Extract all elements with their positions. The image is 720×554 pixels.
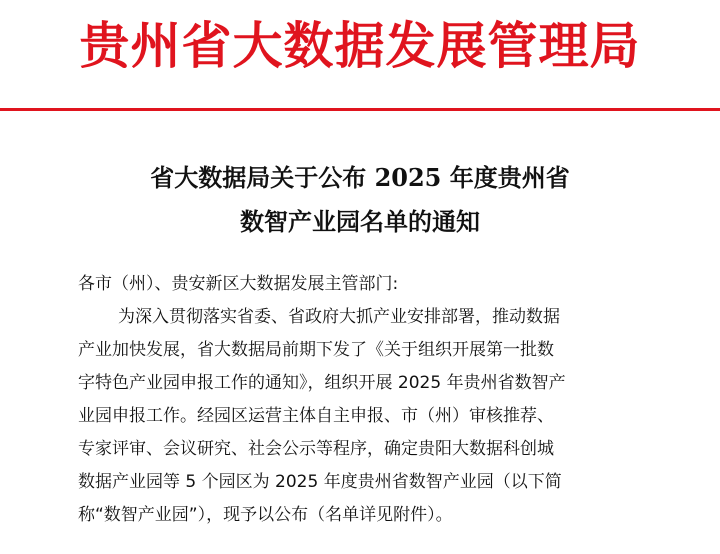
body-line: 专家评审、会议研究、社会公示等程序，确定贵阳大数据科创城: [78, 439, 554, 459]
letterhead-title: 贵州省大数据发展管理局: [79, 16, 641, 75]
body-line: 业园申报工作。经园区运营主体自主申报、市（州）审核推荐、: [78, 406, 554, 426]
document-title-line-1: 省大数据局关于公布 2025 年度贵州省: [150, 163, 570, 192]
salutation: 各市（州）、贵安新区大数据发展主管部门:: [78, 274, 399, 294]
body-line: 字特色产业园申报工作的通知》，组织开展 2025 年贵州省数智产: [78, 373, 566, 393]
body-line: 产业加快发展，省大数据局前期下发了《关于组织开展第一批数: [78, 340, 554, 360]
document-title: [0, 156, 720, 244]
body-line: 为深入贯彻落实省委、省政府大抓产业安排部署，推动数据: [118, 307, 560, 327]
body-line: 数据产业园等 5 个园区为 2025 年度贵州省数智产业园（以下简: [78, 472, 562, 492]
body-line: 称“数智产业园”），现予以公布（名单详见附件）。: [78, 505, 453, 525]
document-body: [78, 268, 658, 532]
document-title-line-2: 数智产业园名单的通知: [240, 207, 480, 236]
letterhead-divider: [0, 108, 720, 111]
